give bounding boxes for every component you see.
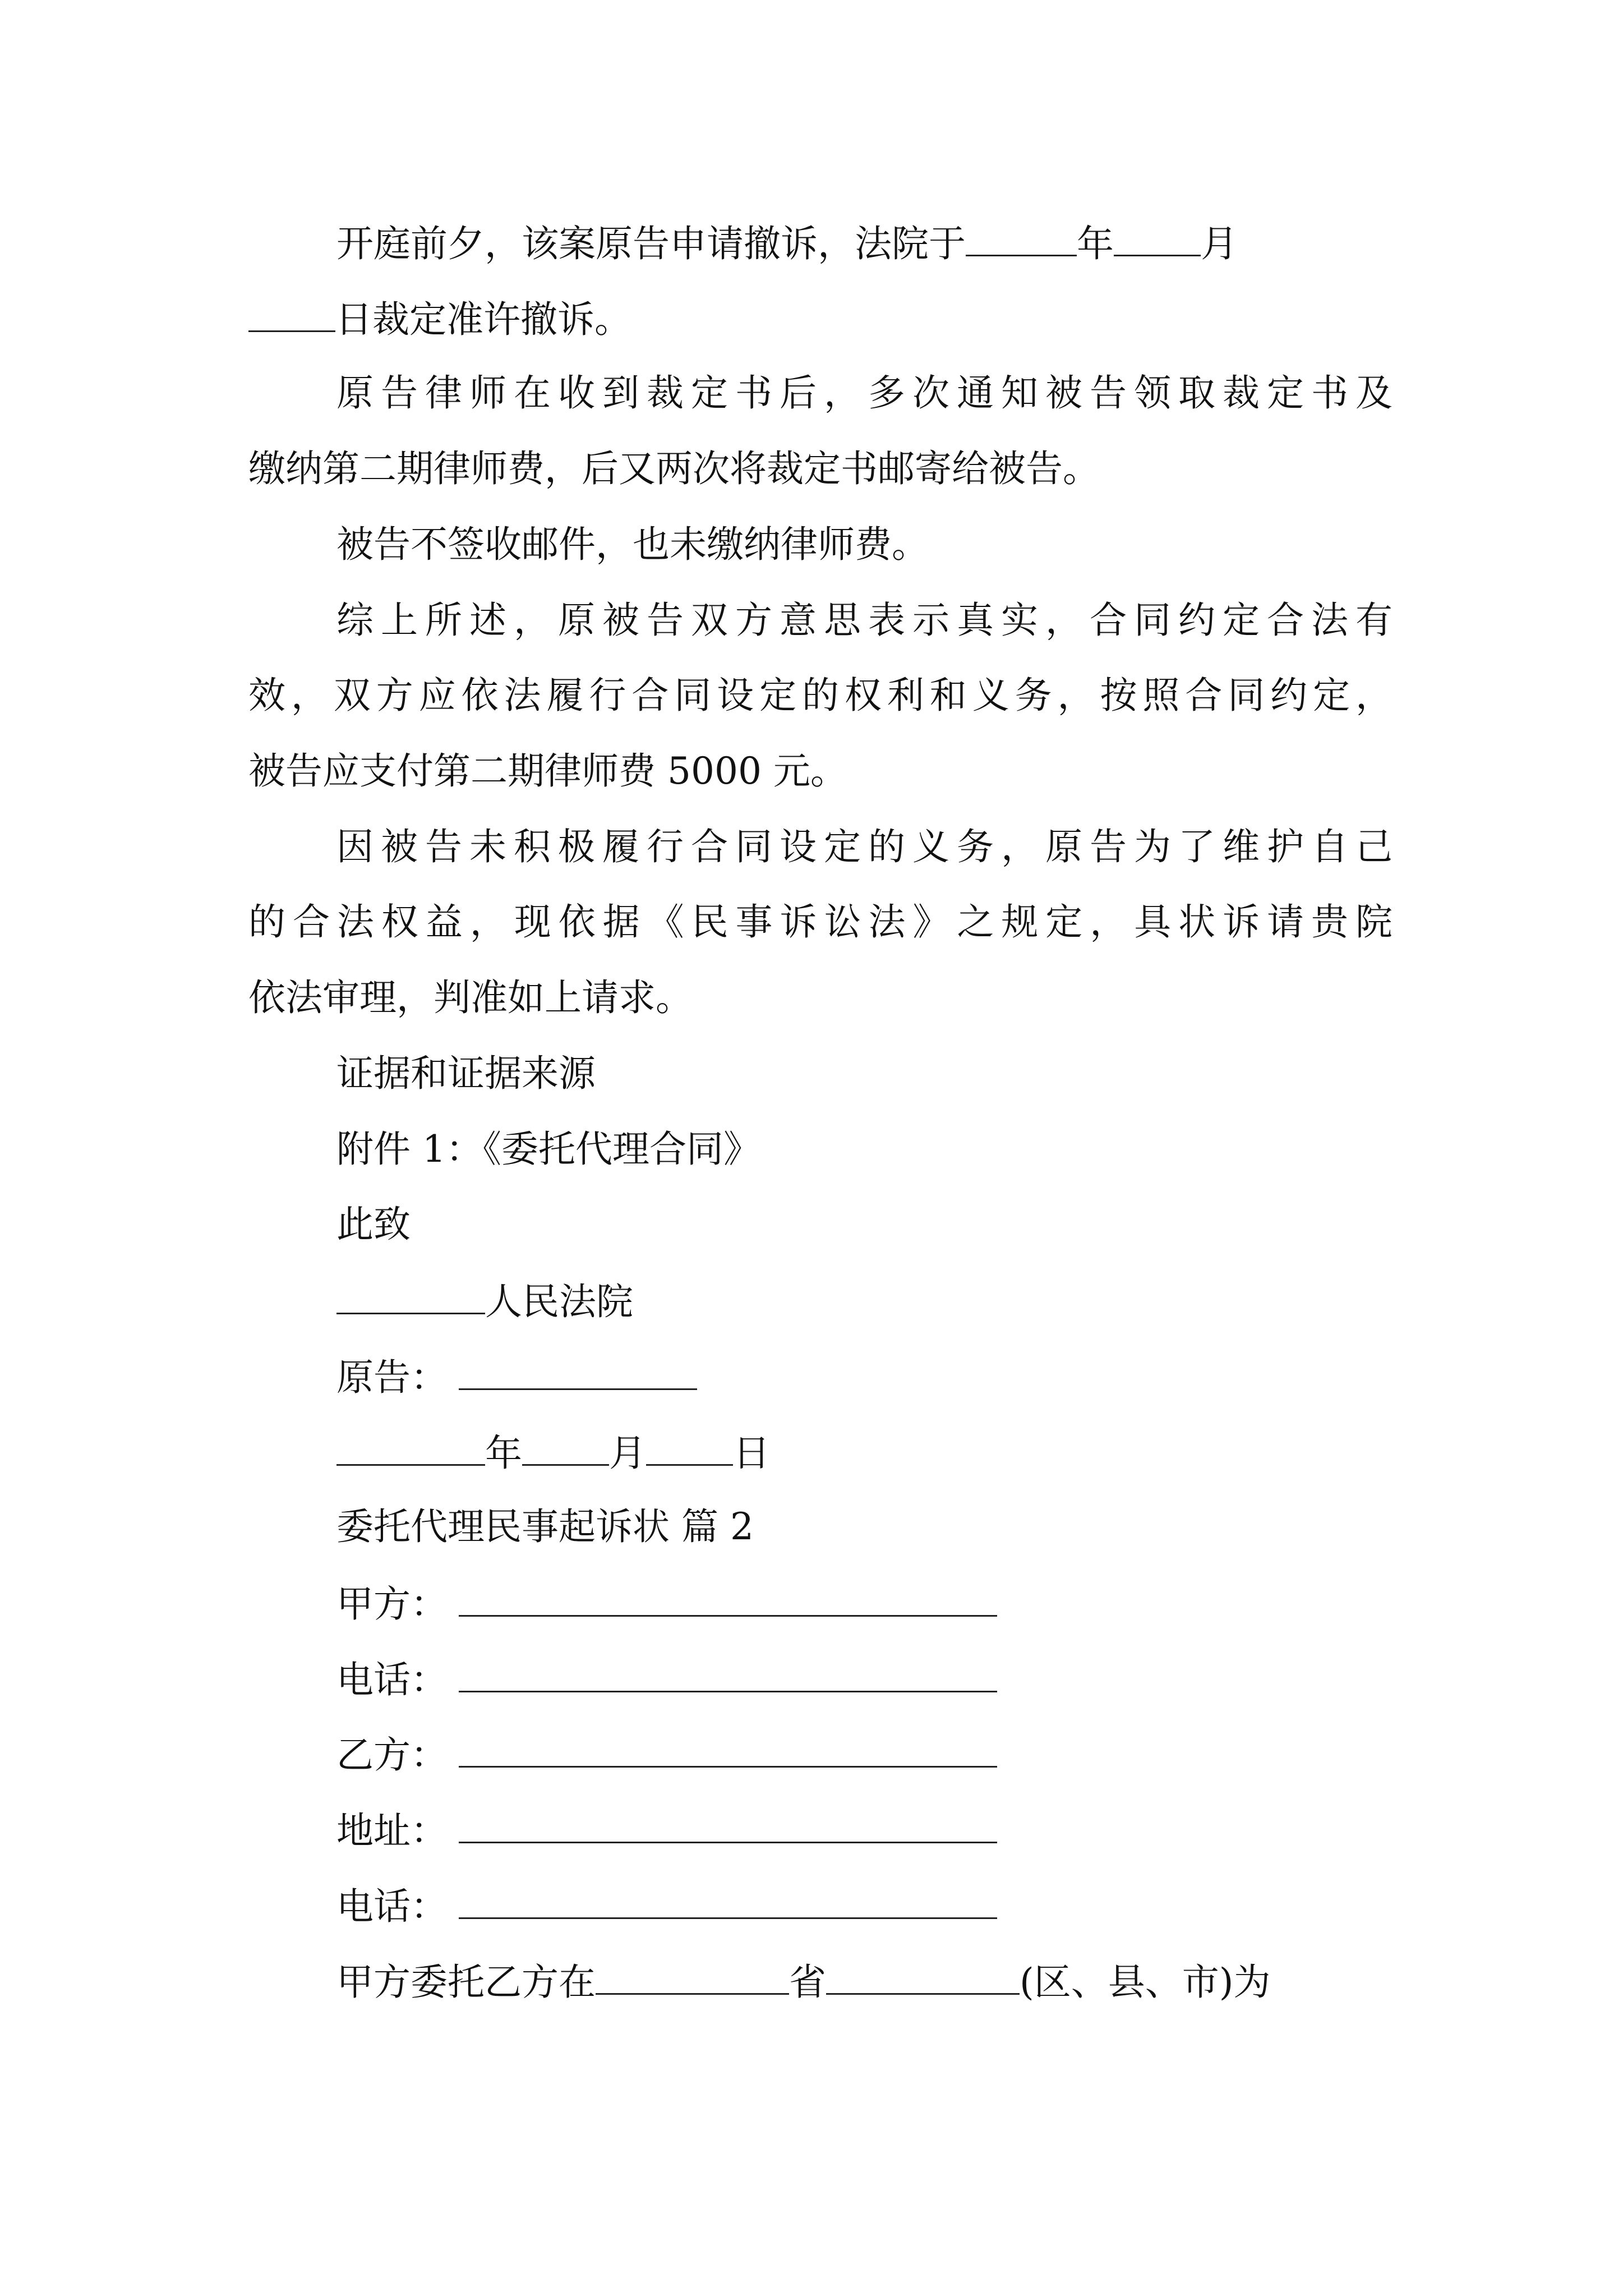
- date-blank-year: [966, 220, 1077, 256]
- text: (区、县、市)为: [1020, 1961, 1271, 2004]
- paragraph-line: [336, 1580, 1393, 1627]
- text: 原告：: [336, 1356, 448, 1399]
- party-a-blank: [459, 1580, 997, 1617]
- province-blank: [596, 1958, 789, 1995]
- text: 甲方：: [336, 1582, 448, 1626]
- paragraph-line: [336, 1807, 1393, 1853]
- paragraph-line: 的合法权益，现依据《民事诉讼法》之规定，具状诉请贵院: [248, 900, 1393, 944]
- text: 开庭前夕，该案原告申请撤诉，法院于: [336, 222, 966, 265]
- paragraph-line: [336, 1731, 1393, 1778]
- paragraph-line: [336, 1958, 1393, 2005]
- date-blank-month: [522, 1429, 609, 1466]
- court-name-blank: [336, 1278, 485, 1314]
- paragraph-line: 附件 1：《委托代理合同》: [336, 1128, 760, 1171]
- text: 甲方委托乙方在: [336, 1961, 596, 2004]
- paragraph-line: [336, 1429, 1393, 1476]
- paragraph-line: 综上所述，原被告双方意思表示真实，合同约定合法有: [336, 599, 1393, 642]
- district-blank: [826, 1958, 1020, 1995]
- paragraph-line: [336, 1883, 1393, 1929]
- date-blank-day: [646, 1429, 733, 1466]
- paragraph-line: 此致: [336, 1203, 411, 1246]
- text: 日: [733, 1432, 770, 1475]
- text: 年: [485, 1432, 522, 1475]
- paragraph-line: 被告不签收邮件，也未缴纳律师费。: [336, 523, 929, 566]
- party-b-blank: [459, 1731, 997, 1768]
- paragraph-line: 原告律师在收到裁定书后，多次通知被告领取裁定书及: [336, 371, 1393, 415]
- text: 年: [1077, 222, 1114, 265]
- address-blank: [459, 1807, 997, 1843]
- text: 电话：: [336, 1885, 448, 1928]
- paragraph-line: 依法审理，判准如上请求。: [248, 976, 693, 1019]
- date-blank-month: [1114, 220, 1201, 256]
- paragraph-line: 证据和证据来源: [336, 1052, 596, 1095]
- paragraph-line: [336, 1354, 1393, 1400]
- text: 月: [1201, 222, 1238, 265]
- paragraph-line: 效，双方应依法履行合同设定的权利和义务，按照合同约定，: [248, 674, 1393, 717]
- paragraph-line: 缴纳第二期律师费，后又两次将裁定书邮寄给被告。: [248, 447, 1100, 490]
- paragraph-line: [336, 1656, 1393, 1703]
- text: 月: [609, 1432, 646, 1475]
- paragraph-line: 因被告未积极履行合同设定的义务，原告为了维护自己: [336, 825, 1393, 868]
- paragraph-line: [336, 1278, 1393, 1324]
- paragraph-line: 被告应支付第二期律师费 5000 元。: [248, 749, 847, 793]
- phone-blank: [459, 1656, 997, 1692]
- date-blank-year: [336, 1429, 485, 1466]
- text: 省: [789, 1961, 826, 2004]
- text: 人民法院: [485, 1280, 633, 1323]
- text: 乙方：: [336, 1733, 448, 1777]
- text: 地址：: [336, 1809, 448, 1852]
- paragraph-line: [248, 296, 1393, 342]
- phone-blank: [459, 1883, 997, 1919]
- date-blank-day: [248, 296, 335, 332]
- plaintiff-blank: [459, 1354, 697, 1390]
- text: 电话：: [336, 1658, 448, 1701]
- section-heading: 委托代理民事起诉状 篇 2: [336, 1505, 754, 1548]
- text: 日裁定准许撤诉。: [335, 298, 631, 341]
- paragraph-line: [336, 220, 1393, 266]
